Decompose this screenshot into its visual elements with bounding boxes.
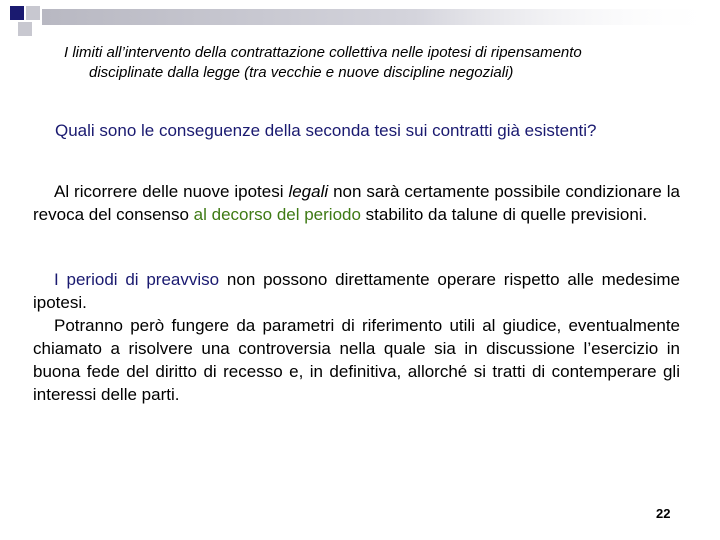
p2-highlight-blue: I periodi di preavviso	[54, 270, 220, 289]
question-text: Quali sono le conseguenze della seconda tesi sui contratti già esistenti?	[55, 121, 597, 140]
title-line-2: disciplinate dalla legge (tra vecchie e nuove discipline negoziali)	[89, 64, 514, 81]
p1-text-b: non sarà certamente possibile condizionare la revoca del consenso	[33, 182, 680, 224]
paragraph-1	[33, 180, 680, 226]
p2-text-a: non possono direttamente operare rispetto alle medesime ipotesi.	[33, 270, 681, 312]
p1-italic-legali: legali	[288, 182, 329, 201]
corner-square-light-2	[18, 22, 32, 36]
corner-square-light-1	[26, 6, 40, 20]
title-line-1: I limiti all’intervento della contrattazione collettiva nelle ipotesi di ripensamento	[64, 44, 582, 61]
p1-highlight-green: al decorso del periodo	[193, 205, 361, 224]
header-bar	[42, 9, 720, 25]
page-number: 22	[656, 506, 671, 521]
slide-title	[40, 43, 680, 83]
p2-text-b: Potranno però fungere da parametri di riferimento utili al giudice, eventualmente chiamato a risolvere una controversia nella quale sia in discussione l’esercizio in buona fede del diritto di recesso e, in definitiva, allorché si tratti di contemperare gli interessi delle parti.	[33, 316, 680, 404]
p1-text-c: stabilito da talune di quelle previsioni.	[360, 205, 648, 224]
corner-decoration	[0, 0, 720, 40]
paragraph-2	[33, 268, 680, 406]
p1-text-a: Al ricorrere delle nuove ipotesi	[54, 182, 289, 201]
corner-square-dark	[10, 6, 24, 20]
